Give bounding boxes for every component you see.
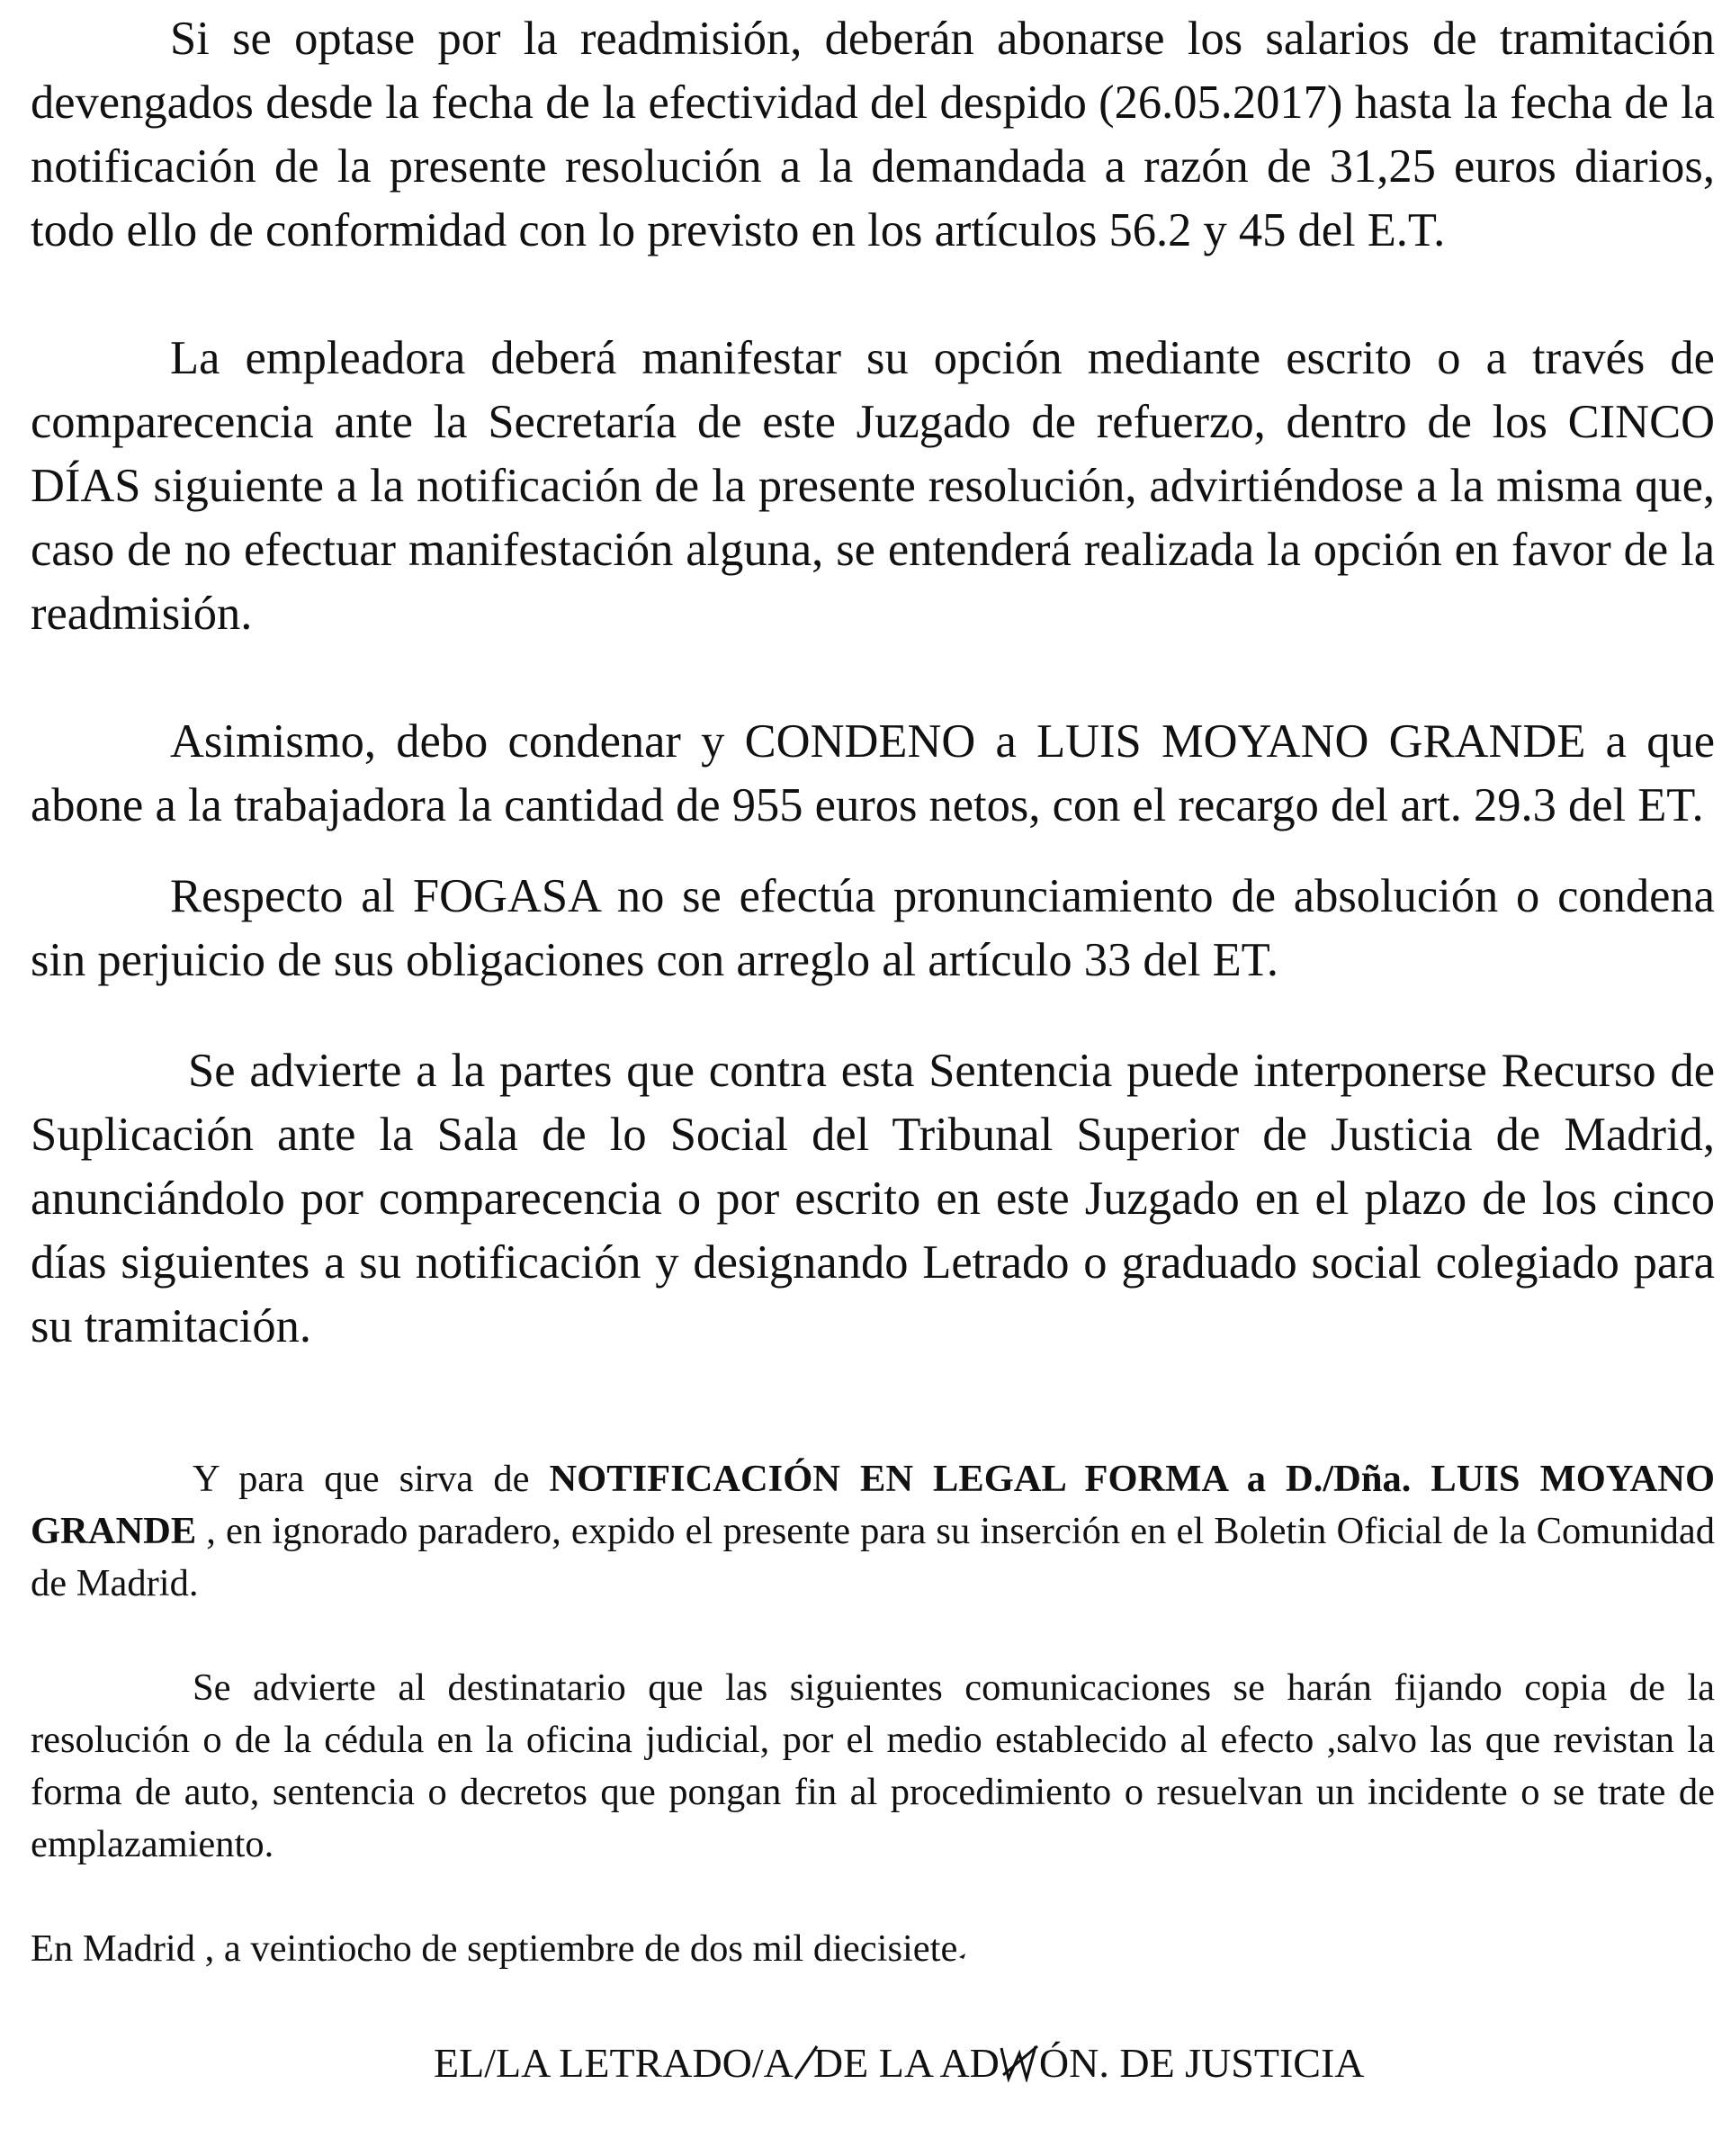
handwritten-tick-mark [957,1943,972,1961]
paragraph-employer-option: La empleadora deberá manifestar su opción mediante escrito o a través de comparecencia ante la Secretaría de este Juzgado de refuerzo, dentro de los CINCO DÍAS siguiente a la notificación de la presente resolución, advirtiéndose a la misma que, caso de no efectuar manifestación alguna, se entenderá realizada la opción en favor de la readmisión. [31,332,1715,640]
notification-prefix: Y para que sirva de [193,1458,550,1500]
paragraph-advisory: Se advierte al destinatario que las siguientes comunicaciones se harán fijando copia de la resolución o de la cédula en la oficina judicial, por el medio establecido al efecto ,salvo las que revistan la forma de auto, sentencia o decretos que pongan fin al procedimiento o resuelvan un incidente o se trate de emplazamiento. [31,1666,1715,1865]
signature-part-2: DE LA AD [812,2040,1000,2086]
notification-suffix: , en ignorado paradero, expido el presente para su inserción en el Boletin Oficial de la Comunidad de Madrid. [31,1510,1715,1604]
paragraph-condemnation: Asimismo, debo condenar y CONDENO a LUIS MOYANO GRANDE a que abone a la trabajadora la cantidad de 955 euros netos, con el recargo del art. 29.3 del ET. [31,715,1715,831]
paragraph-legal-notification [31,1453,1715,1610]
date-text: En Madrid , a veintiocho de septiembre de dos mil diecisiete [31,1927,958,1970]
signature-line [31,2036,1715,2090]
date-line [31,1923,1715,1975]
signature-part-3: ÓN. DE JUSTICIA [1038,2040,1365,2086]
paragraph-appeal-notice: Se advierte a la partes que contra esta Sentencia puede interponerse Recurso de Suplicación ante la Sala de lo Social del Tribunal Superior de Justicia de Madrid, anunciándolo por comparecencia o por escrito en este Juzgado en el plazo de los cinco días siguientes a su notificación y designando Letrado o graduado social colegiado para su tramitación. [31,1045,1715,1352]
document-page [31,7,1715,2132]
paragraph-fogasa: Respecto al FOGASA no se efectúa pronunciamiento de absolución o condena sin perjuicio de sus obligaciones con arreglo al artículo 33 del ET. [31,870,1715,986]
paragraph-readmission-wages: Si se optase por la readmisión, deberán abonarse los salarios de tramitación devengados desde la fecha de la efectividad del despido (26.05.2017) hasta la fecha de la notificación de la presente resolución a la demandada a razón de 31,25 euros diarios, todo ello de conformidad con lo previsto en los artículos 56.2 y 45 del E.T. [31,13,1715,256]
handwritten-strike-mark-2 [1000,2043,1039,2082]
notification-recipient: NOTIFICACIÓN EN LEGAL FORMA a D./Dña. LUIS MOYANO GRANDE [31,1458,1715,1552]
signature-part-1: EL/LA LETRADO/A [434,2040,794,2086]
